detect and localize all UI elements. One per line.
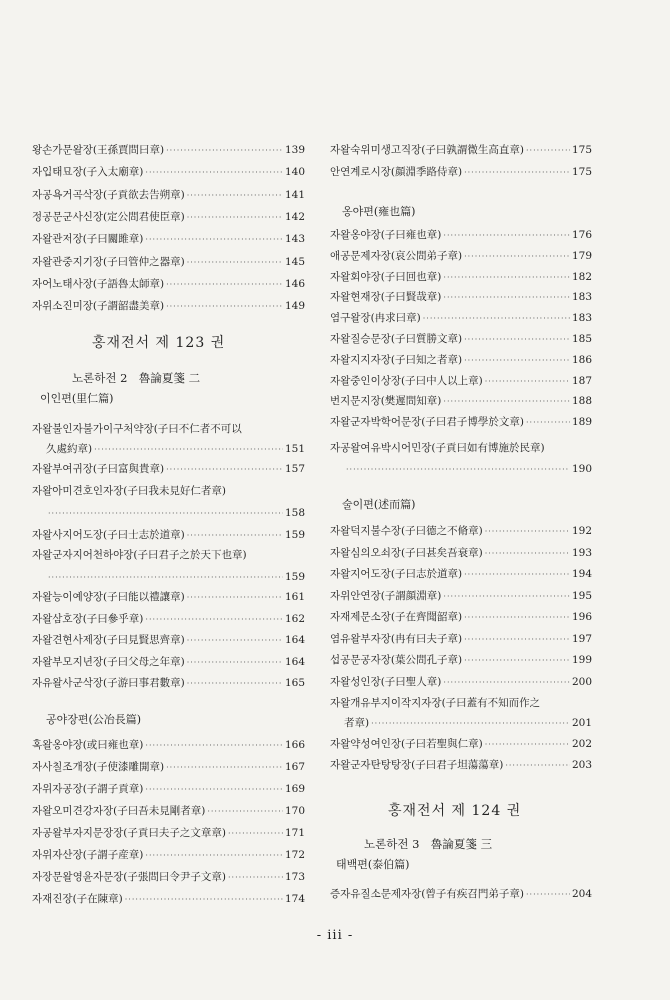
page-ref: 157 xyxy=(284,463,305,475)
page-number: - iii - xyxy=(316,928,354,943)
toc-entry[interactable] xyxy=(32,188,305,203)
toc-entry[interactable] xyxy=(32,892,305,907)
toc-entry[interactable] xyxy=(32,804,305,819)
entry-text: 자공욕거곡삭장(子貢欲去告朔章) xyxy=(32,188,185,201)
entry-text: 왕손가문왈장(王孫賈問曰章) xyxy=(32,144,165,156)
volume-title: 홍재전서 제 124 권 xyxy=(388,803,522,819)
page-ref: 189 xyxy=(571,416,592,429)
leader-dots xyxy=(166,300,283,314)
toc-entry[interactable] xyxy=(32,462,305,477)
page-ref: 170 xyxy=(284,805,305,817)
toc-entry[interactable] xyxy=(330,524,592,539)
leader-dots xyxy=(228,871,283,885)
leader-dots xyxy=(485,525,570,539)
page-ref: 201 xyxy=(571,717,592,729)
toc-entry[interactable] xyxy=(330,653,592,668)
toc-entry[interactable] xyxy=(330,887,592,902)
section-heading: 옹야편(雍也篇) xyxy=(342,205,416,218)
toc-entry[interactable] xyxy=(46,506,305,521)
page-ref: 197 xyxy=(571,632,592,645)
leader-dots xyxy=(145,233,283,247)
page-ref: 199 xyxy=(571,654,592,666)
section-heading: 태백편(泰伯篇) xyxy=(336,858,410,871)
page-ref: 139 xyxy=(284,144,305,156)
entry-text: 자위자공장(子謂子貢章) xyxy=(32,783,144,795)
toc-entry[interactable] xyxy=(330,332,592,347)
page-ref: 166 xyxy=(284,739,305,751)
toc-entry[interactable] xyxy=(330,311,592,326)
entry-text: 자공왈여유박시어민장(子貢曰如有博施於民章) xyxy=(330,442,545,454)
toc-entry[interactable] xyxy=(330,249,592,264)
leader-dots xyxy=(228,827,283,841)
entry-text: 자재제문소장(子在齊聞韶章) xyxy=(330,611,463,623)
leader-dots xyxy=(125,893,283,907)
leader-dots xyxy=(526,416,570,430)
toc-entry[interactable] xyxy=(344,716,592,731)
page-ref: 174 xyxy=(284,893,305,905)
toc-entry[interactable] xyxy=(46,570,305,585)
leader-dots xyxy=(145,849,283,863)
leader-dots xyxy=(48,507,283,521)
leader-dots xyxy=(464,166,570,180)
entry-text: 자왈성인장(子曰聖人章) xyxy=(330,675,442,688)
page-ref: 195 xyxy=(571,589,592,602)
entry-text: 자위소진미장(子謂韶盡美章) xyxy=(32,300,165,313)
toc-entry[interactable] xyxy=(330,165,592,180)
entry-text: 자왈개유부지이작지자장(子曰蓋有不知而作之 xyxy=(330,697,541,709)
entry-text: 자왈약성여인장(子曰若聖與仁章) xyxy=(330,738,483,750)
page-ref: 176 xyxy=(571,229,592,241)
leader-dots xyxy=(505,759,570,773)
entry-text: 자위안연장(子謂顔淵章) xyxy=(330,589,442,602)
page-ref: 172 xyxy=(284,849,305,861)
entry-text: 자왈심의오쇠장(子曰甚矣吾衰章) xyxy=(330,546,483,559)
toc-entry[interactable] xyxy=(32,676,305,691)
leader-dots xyxy=(485,375,570,389)
entry-text: 자왈군자탄탕탕장(子曰君子坦蕩蕩章) xyxy=(330,759,504,771)
entry-text: 자왈오미견강자장(子曰吾未見剛者章) xyxy=(32,805,206,817)
toc-entry[interactable] xyxy=(32,655,305,670)
leader-dots xyxy=(187,591,283,605)
page-ref: 140 xyxy=(284,166,305,179)
leader-dots xyxy=(187,256,283,270)
leader-dots xyxy=(48,571,283,585)
entry-text: 자왈중인이상장(子曰中人以上章) xyxy=(330,374,483,387)
toc-entry[interactable] xyxy=(32,782,305,797)
leader-dots xyxy=(94,443,283,457)
page-ref: 196 xyxy=(571,611,592,623)
entry-text: 애공문제자장(哀公問弟子章) xyxy=(330,249,463,262)
leader-dots xyxy=(346,463,570,477)
leader-dots xyxy=(464,250,570,264)
leader-dots xyxy=(464,568,570,582)
page-ref: 179 xyxy=(571,249,592,262)
toc-entry[interactable] xyxy=(330,270,592,285)
leader-dots xyxy=(187,677,283,691)
entry-text: 자공왈부자지문장장(子貢曰夫子之文章章) xyxy=(32,827,226,839)
page-ref: 171 xyxy=(284,827,305,839)
page-ref: 159 xyxy=(284,571,305,583)
page-ref: 192 xyxy=(571,525,592,537)
entry-text: 자왈군자지어천하야장(子曰君子之於天下也章) xyxy=(32,549,247,561)
entry-text: 자왈관저장(子曰關雎章) xyxy=(32,233,144,246)
toc-entry[interactable] xyxy=(32,299,305,314)
volume-title: 홍재전서 제 123 권 xyxy=(92,335,226,351)
toc-entry[interactable] xyxy=(32,528,305,543)
leader-dots xyxy=(145,166,283,180)
entry-text: 자왈부여귀장(子曰富與貴章) xyxy=(32,463,165,475)
leader-dots xyxy=(443,676,570,690)
toc-entry[interactable] xyxy=(330,228,592,243)
entry-text: 염유왈부자장(冉有曰夫子章) xyxy=(330,632,463,645)
toc-entry[interactable] xyxy=(32,826,305,841)
leader-dots xyxy=(187,634,283,648)
section-heading: 공야장편(公冶長篇) xyxy=(46,713,142,726)
entry-text: 자왈아미견호인자장(子曰我未見好仁者章) xyxy=(32,485,226,497)
page-ref: 193 xyxy=(571,546,592,559)
entry-text: 자왈질승문장(子曰質勝文章) xyxy=(330,333,463,345)
entry-text: 자재진장(子在陳章) xyxy=(32,893,123,905)
entry-text: 섭공문공자장(葉公問孔子章) xyxy=(330,654,463,666)
entry-text: 자왈지지자장(子曰知之者章) xyxy=(330,353,463,366)
leader-dots xyxy=(207,805,283,819)
toc-entry[interactable] xyxy=(330,143,592,158)
toc-entry[interactable] xyxy=(32,870,305,885)
entry-text: 자입태묘장(子入太廟章) xyxy=(32,166,144,179)
leader-dots xyxy=(443,590,570,604)
leader-dots xyxy=(145,783,283,797)
leader-dots xyxy=(166,278,283,292)
toc-entry[interactable] xyxy=(330,546,592,561)
toc-entry[interactable] xyxy=(32,165,305,180)
page-ref: 159 xyxy=(284,529,305,541)
page-ref: 175 xyxy=(571,144,592,156)
toc-entry[interactable] xyxy=(330,758,592,773)
toc-entry[interactable] xyxy=(330,394,592,409)
page-ref: 145 xyxy=(284,255,305,268)
toc-entry[interactable] xyxy=(330,415,592,430)
entry-text: 정공문군사신장(定公問君使臣章) xyxy=(32,210,185,223)
page-ref: 141 xyxy=(284,188,305,201)
toc-entry[interactable] xyxy=(330,589,592,604)
page-ref: 202 xyxy=(571,738,592,750)
toc-entry[interactable] xyxy=(330,290,592,305)
page-ref: 167 xyxy=(284,761,305,773)
entry-text: 자왈사지어도장(子曰士志於道章) xyxy=(32,529,185,541)
toc-entry[interactable] xyxy=(330,632,592,647)
page-ref: 164 xyxy=(284,634,305,646)
toc-entry[interactable] xyxy=(344,462,592,477)
toc-entry[interactable] xyxy=(330,374,592,389)
toc-entry[interactable] xyxy=(330,737,592,752)
entry-text: 자왈군자박학어문장(子曰君子博學於文章) xyxy=(330,416,524,429)
leader-dots xyxy=(187,529,283,543)
entry-text: 자왈부모지년장(子曰父母之年章) xyxy=(32,655,185,668)
entry-text: 자왈관중지기장(子曰管仲之器章) xyxy=(32,255,185,268)
entry-text: 자왈회야장(子曰回也章) xyxy=(330,270,442,283)
toc-entry[interactable] xyxy=(32,255,305,270)
leader-dots xyxy=(485,738,570,752)
leader-dots xyxy=(443,395,570,409)
entry-text: 자왈현재장(子曰賢哉章) xyxy=(330,291,442,304)
page-ref: 158 xyxy=(284,507,305,519)
toc-entry[interactable] xyxy=(330,353,592,368)
page-ref: 183 xyxy=(571,312,592,325)
section-heading: 이인편(里仁篇) xyxy=(40,392,114,405)
page-ref: 203 xyxy=(571,759,592,771)
page-ref: 142 xyxy=(284,210,305,223)
leader-dots xyxy=(187,211,283,225)
page-ref: 143 xyxy=(284,233,305,246)
entry-text: 자왈지어도장(子曰志於道章) xyxy=(330,568,463,580)
toc-entry[interactable] xyxy=(32,738,305,753)
page-ref: 186 xyxy=(571,353,592,366)
entry-text: 번지문지장(樊遲問知章) xyxy=(330,395,442,408)
leader-dots xyxy=(187,189,283,203)
entry-text: 안연계로시장(顔淵季路侍章) xyxy=(330,166,463,178)
page-ref: 146 xyxy=(284,277,305,290)
toc-entry[interactable] xyxy=(32,612,305,627)
page-ref: 164 xyxy=(284,655,305,668)
toc-entry[interactable] xyxy=(32,590,305,605)
leader-dots xyxy=(464,333,570,347)
leader-dots xyxy=(166,144,283,158)
leader-dots xyxy=(464,654,570,668)
toc-entry[interactable] xyxy=(32,633,305,648)
sub-title: 노론하전 3 魯論夏箋 三 xyxy=(364,837,493,851)
leader-dots xyxy=(526,888,570,902)
leader-dots xyxy=(464,611,570,625)
leader-dots xyxy=(166,463,283,477)
leader-dots xyxy=(443,271,570,285)
toc-entry[interactable] xyxy=(32,848,305,863)
entry-text: 혹왈옹야장(或曰雍也章) xyxy=(32,739,144,751)
page-ref: 200 xyxy=(571,675,592,688)
leader-dots xyxy=(145,739,283,753)
entry-text: 久處約章) xyxy=(46,443,93,455)
leader-dots xyxy=(187,656,283,670)
page-ref: 204 xyxy=(571,888,592,900)
toc-entry[interactable] xyxy=(330,610,592,625)
entry-text: 자사칠조개장(子使漆雕開章) xyxy=(32,761,165,773)
leader-dots xyxy=(464,633,570,647)
page-ref: 182 xyxy=(571,270,592,283)
entry-text: 자왈삼호장(子曰參乎章) xyxy=(32,612,144,625)
leader-dots xyxy=(166,761,283,775)
page-ref: 185 xyxy=(571,333,592,345)
leader-dots xyxy=(371,717,570,731)
page-ref: 194 xyxy=(571,568,592,580)
page-ref: 173 xyxy=(284,871,305,883)
entry-text: 자왈덕지불수장(子曰德之不脩章) xyxy=(330,525,483,537)
sub-title: 노론하전 2 魯論夏箋 二 xyxy=(72,371,201,385)
entry-text: 자왈불인자불가이구처약장(子曰不仁者不可以 xyxy=(32,423,242,435)
toc-entry[interactable] xyxy=(330,567,592,582)
entry-text: 자유왈사군삭장(子游曰事君數章) xyxy=(32,677,185,689)
page-ref: 162 xyxy=(284,612,305,625)
entry-text: 자왈숙위미생고직장(子曰孰謂微生高直章) xyxy=(330,144,524,156)
toc-entry[interactable] xyxy=(330,675,592,690)
toc-entry[interactable] xyxy=(32,760,305,775)
entry-text: 자왈견현사제장(子曰見賢思齊章) xyxy=(32,634,185,646)
leader-dots xyxy=(464,354,570,368)
page-ref: 187 xyxy=(571,374,592,387)
leader-dots xyxy=(443,229,570,243)
toc-entry[interactable] xyxy=(32,232,305,247)
page-ref: 149 xyxy=(284,300,305,313)
leader-dots xyxy=(485,547,570,561)
page-ref: 183 xyxy=(571,291,592,304)
toc-entry[interactable] xyxy=(32,143,305,158)
leader-dots xyxy=(443,291,570,305)
leader-dots xyxy=(423,312,570,326)
entry-text: 者章) xyxy=(344,717,370,729)
section-heading: 술이편(述而篇) xyxy=(342,498,416,511)
page-ref: 175 xyxy=(571,166,592,178)
page-ref: 190 xyxy=(571,463,592,475)
page-ref: 188 xyxy=(571,395,592,408)
leader-dots xyxy=(145,613,283,627)
toc-entry[interactable] xyxy=(32,210,305,225)
entry-text: 자위자산장(子謂子産章) xyxy=(32,849,144,861)
entry-text: 염구왈장(冉求曰章) xyxy=(330,312,421,325)
page-ref: 169 xyxy=(284,783,305,795)
entry-text: 자장문왈영윤자문장(子張問曰令尹子文章) xyxy=(32,871,226,883)
page-ref: 161 xyxy=(284,591,305,603)
entry-text: 자왈옹야장(子曰雍也章) xyxy=(330,229,442,241)
toc-entry[interactable] xyxy=(46,442,305,457)
leader-dots xyxy=(526,144,570,158)
toc-entry[interactable] xyxy=(32,277,305,292)
page-ref: 165 xyxy=(284,677,305,689)
entry-text: 자왈능이예양장(子曰能以禮讓章) xyxy=(32,591,185,603)
entry-text: 증자유질소문제자장(曾子有疾召門弟子章) xyxy=(330,888,524,900)
page-ref: 151 xyxy=(284,443,305,455)
entry-text: 자어노태사장(子語魯太師章) xyxy=(32,277,165,290)
